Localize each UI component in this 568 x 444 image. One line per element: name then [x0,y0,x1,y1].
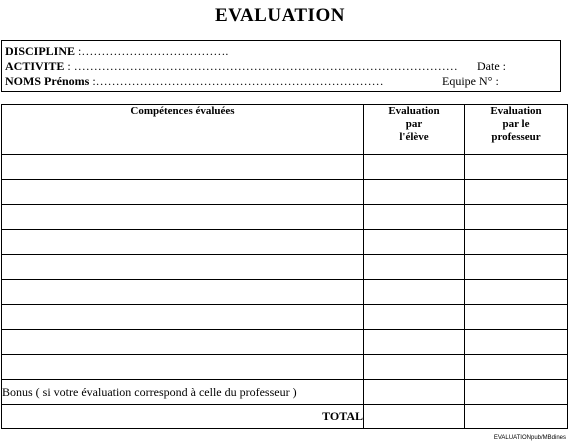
eleve-cell[interactable] [364,180,465,205]
competence-cell[interactable] [2,255,364,280]
professeur-cell[interactable] [465,205,568,230]
header-competences: Compétences évaluées [2,105,364,155]
total-professeur-cell[interactable] [465,405,568,429]
eleve-cell[interactable] [364,230,465,255]
table-row [2,155,568,180]
table-row [2,355,568,380]
competence-cell[interactable] [2,305,364,330]
professeur-cell[interactable] [465,155,568,180]
noms-label: NOMS Prénoms [5,74,90,88]
competence-cell[interactable] [2,355,364,380]
bonus-eleve-cell[interactable] [364,380,465,405]
competence-cell[interactable] [2,180,364,205]
discipline-label: DISCIPLINE [5,44,76,58]
professeur-cell[interactable] [465,180,568,205]
eleve-cell[interactable] [364,155,465,180]
student-info-box [1,40,561,92]
professeur-cell[interactable] [465,330,568,355]
table-row [2,280,568,305]
discipline-line [5,44,560,59]
bonus-professeur-cell[interactable] [465,380,568,405]
competence-cell[interactable] [2,330,364,355]
professeur-cell[interactable] [465,355,568,380]
competence-cell[interactable] [2,155,364,180]
professeur-cell[interactable] [465,255,568,280]
eleve-cell[interactable] [364,330,465,355]
header-professeur: Evaluation par le professeur [465,105,568,155]
equipe-label: Equipe N° : [442,74,499,88]
table-row [2,230,568,255]
eleve-cell[interactable] [364,205,465,230]
noms-line [5,74,560,89]
header-eleve: Evaluation par l'élève [364,105,465,155]
total-row [2,405,568,429]
activite-label: ACTIVITE [5,59,65,73]
table-row [2,205,568,230]
date-label: Date : [477,59,506,73]
total-eleve-cell[interactable] [364,405,465,429]
bonus-label: Bonus ( si votre évaluation correspond à celle du professeur ) [2,380,364,405]
competence-cell[interactable] [2,280,364,305]
table-row [2,180,568,205]
eleve-cell[interactable] [364,280,465,305]
professeur-cell[interactable] [465,230,568,255]
evaluation-table [1,104,568,429]
professeur-cell[interactable] [465,280,568,305]
eleve-cell[interactable] [364,255,465,280]
table-header-row [2,105,568,155]
table-row [2,255,568,280]
professeur-cell[interactable] [465,305,568,330]
total-label: TOTAL [2,405,364,429]
competence-cell[interactable] [2,205,364,230]
discipline-field[interactable]: :………………………………. [75,44,229,58]
activite-field[interactable]: : …………………………………………………………………………………… [64,59,458,73]
noms-field[interactable]: :……………………………………………………………… [89,74,384,88]
eleve-cell[interactable] [364,355,465,380]
page-title: EVALUATION [215,5,345,26]
competence-cell[interactable] [2,230,364,255]
activite-line [5,59,560,74]
table-row [2,330,568,355]
footer-reference: EVALUATIONpub/MBdines [493,435,566,441]
table-row [2,305,568,330]
bonus-row [2,380,568,405]
eleve-cell[interactable] [364,305,465,330]
table-body [2,155,568,429]
